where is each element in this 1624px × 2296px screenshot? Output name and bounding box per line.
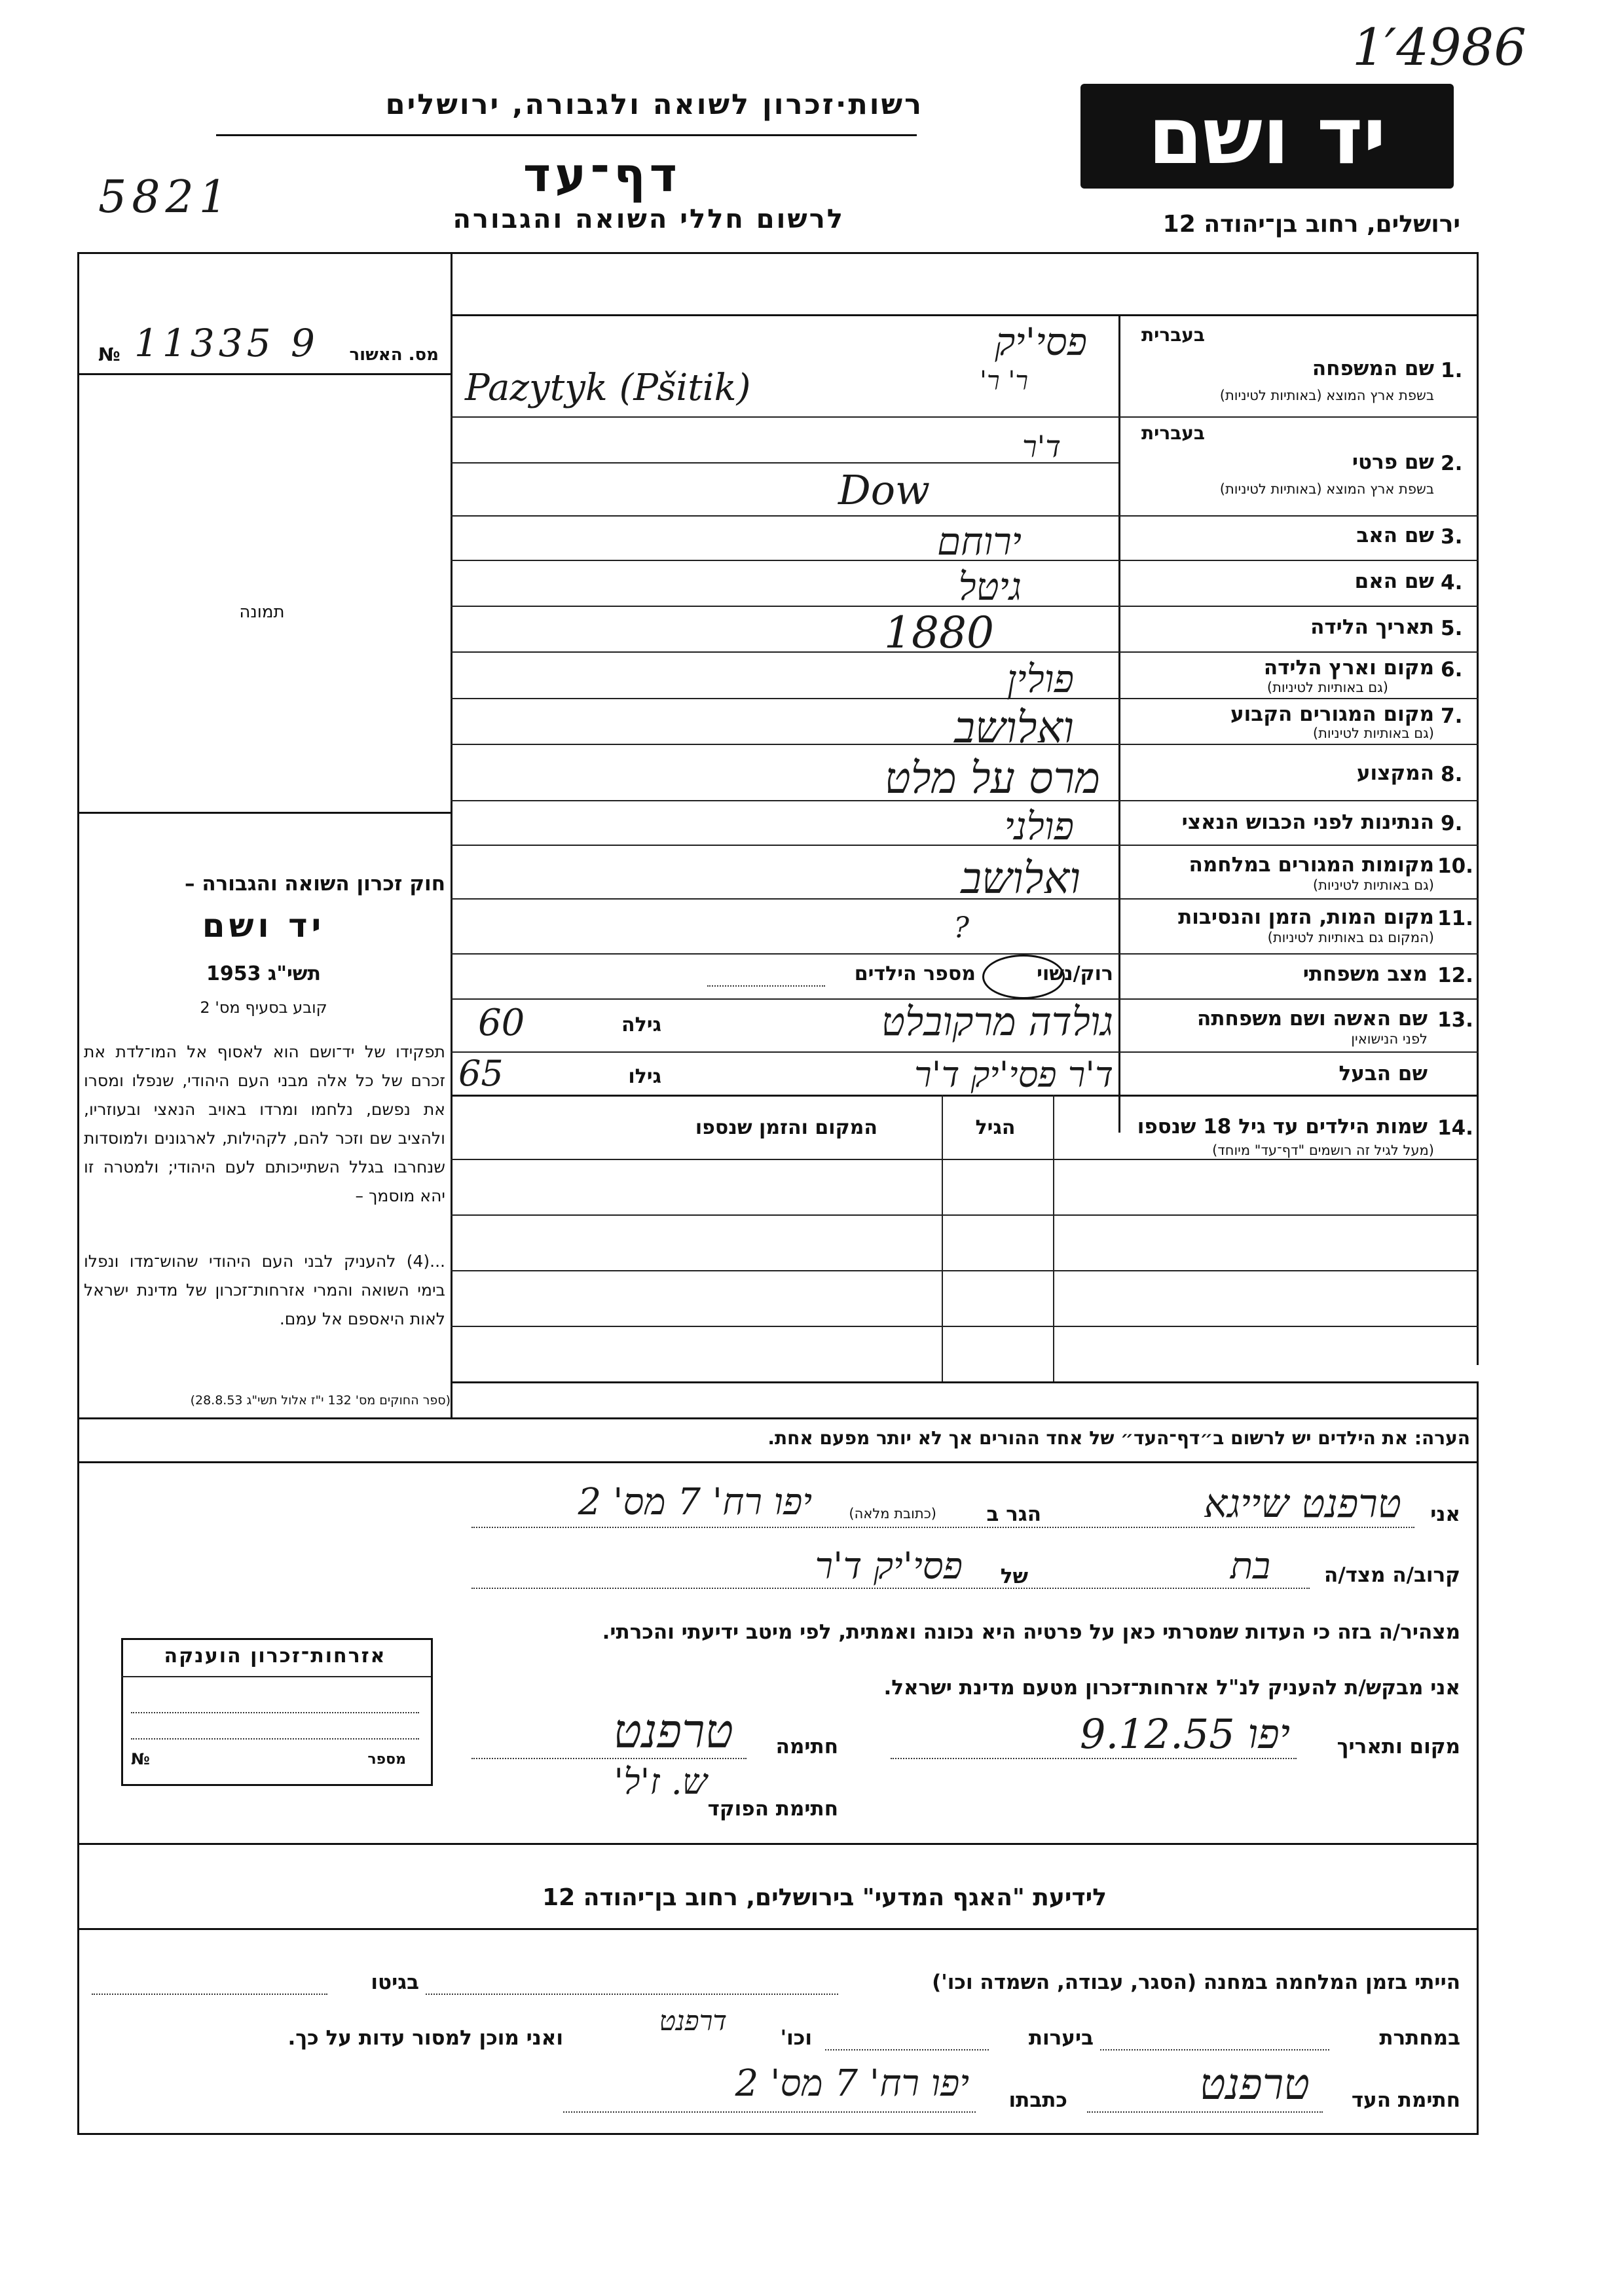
decl-of-value[interactable]: פסי'יק ד'ר	[815, 1545, 963, 1588]
row-line	[451, 1051, 1479, 1053]
sidebar-bottom-line	[77, 1417, 1479, 1419]
f1-value-hebrew[interactable]: פסי'יק	[995, 319, 1087, 364]
form-subtitle: לרשום חללי השואה והגבורה	[452, 204, 845, 234]
footer-underground-field[interactable]	[1100, 2049, 1329, 2050]
f5-label: תאריך הלידה	[1310, 615, 1434, 639]
decl-place-date[interactable]: יפו 9.12.55	[1080, 1710, 1290, 1758]
children-row-line	[451, 1214, 1479, 1216]
citizenship-line	[131, 1738, 419, 1740]
photo-label: תמונה	[239, 602, 285, 622]
f7-number: 7.	[1441, 704, 1463, 728]
citizenship-line	[131, 1712, 419, 1713]
decl-line-4	[471, 1758, 747, 1759]
handwritten-form-number: 5821	[98, 172, 233, 223]
outer-right-border-lower	[1477, 1381, 1479, 2134]
f13-age-label: גילה	[621, 1013, 661, 1036]
f8-number: 8.	[1441, 763, 1463, 786]
f9-number: 9.	[1441, 812, 1463, 835]
f1-label: שם המשפחה	[1312, 357, 1434, 380]
f1-number: 1.	[1441, 359, 1463, 382]
footer-etc-label: וכו'	[780, 2026, 812, 2050]
law-title: חוק זכרון השואה והגבורה –	[185, 872, 445, 896]
law-year: תשי"ג 1953	[206, 962, 322, 985]
f7-label: מקום המגורים הקבוע	[1230, 702, 1434, 726]
f11-value[interactable]: ?	[953, 911, 969, 945]
f1-hebrew-header: בעברית	[1141, 324, 1205, 346]
note: הערה: את הילדים יש לרשום ב״דף־העד״ של אחד ההורים אך לא יותר מפעם אחת.	[767, 1427, 1470, 1449]
f6-value[interactable]: פולין	[1006, 657, 1074, 701]
decl-signature[interactable]: טרפנט	[613, 1704, 733, 1758]
f11-sub: (המקום גם באותיות לטיניות)	[1267, 930, 1434, 945]
footer-address[interactable]: יפו רח' 7 מס' 2	[735, 2062, 969, 2105]
f13-value[interactable]: גולדה מרקובלט	[881, 999, 1113, 1045]
f2-number: 2.	[1441, 452, 1463, 475]
f10-number: 10.	[1437, 854, 1473, 878]
f6-sub: (גם באותיות לטיניות)	[1266, 680, 1388, 695]
law-section: קובע בסעיף מס' 2	[200, 998, 327, 1017]
f4-number: 4.	[1441, 571, 1463, 594]
f1-value-latin[interactable]: Pazytyk (Pšitik)	[465, 367, 751, 409]
f2-value-hebrew[interactable]: ד'ר	[1022, 429, 1061, 464]
children-col-line	[1053, 1095, 1054, 1383]
f5-value[interactable]: 1880	[884, 608, 994, 658]
decl-signature-label: חתימה	[775, 1735, 838, 1758]
yad-vashem-logo: יד ושם	[1080, 84, 1454, 189]
f12-status-circle	[982, 955, 1065, 999]
law-paragraph-2: ...(4) להעניק לבני העם היהודי שהוש־מדו ונפלו בימי השואה והמרי אזרחות־זכרון של מדינת ישראל לאות היאספם אל עמם.	[84, 1252, 445, 1328]
f14-label: שמות הילדים עד גיל 18 שנספו	[1137, 1115, 1428, 1139]
approval-number: 11335 9	[134, 321, 319, 365]
husband-age-label: גילו	[628, 1065, 661, 1088]
decl-address[interactable]: יפו רח' 7 מס' 2	[578, 1481, 812, 1523]
f10-sub: (גם באותיות לטיניות)	[1312, 877, 1434, 893]
f11-label: מקום המות, הזמן והנסיבות	[1178, 905, 1434, 929]
f4-value[interactable]: גיטל	[958, 564, 1022, 609]
law-paragraph-1: תפקידו של יד־ושם הוא לאסוף אל המו־לדת את זכרם של כל אלה מבני העם היהודי, שנפלו ומסרו את נפשם, נלחמו ומרדו באויב הנאצי ובעוזריו, ולהציב שם וזכר להם, לקהילות, לארגונים ולמוסדות שנחרבו בגלל השתייכותם לעם היהודי; ולמטרה זו יהא מוסמך –	[84, 1042, 445, 1205]
decl-of-label: של	[1000, 1565, 1028, 1588]
footer-ghetto-label: בגיטו	[371, 1971, 419, 1994]
row-line	[451, 416, 1479, 418]
children-col-line	[942, 1095, 943, 1383]
f2-value-latin[interactable]: Dow	[838, 466, 931, 514]
f9-value[interactable]: פולני	[1004, 804, 1074, 848]
f13-age[interactable]: 60	[478, 1002, 525, 1044]
f2-sub: בשפת ארץ המוצא (באותיות לטיניות)	[1219, 481, 1434, 497]
footer-forests-label: ביערות	[1028, 2026, 1094, 2050]
top-border	[77, 252, 1479, 254]
footer-address-label: כתבתו	[1008, 2088, 1067, 2112]
decl-address-hint: (כתובת מלאה)	[849, 1506, 936, 1522]
form-bottom-line	[77, 2133, 1479, 2135]
f11-number: 11.	[1437, 907, 1473, 930]
row-line	[451, 515, 1479, 517]
husband-label: שם הבעל	[1338, 1062, 1428, 1085]
husband-age[interactable]: 65	[458, 1053, 504, 1094]
f2-hebrew-header: בעברית	[1141, 422, 1205, 444]
declaration-bottom-line	[77, 1843, 1479, 1845]
children-row-line	[451, 1270, 1479, 1271]
f1-value-hebrew-note[interactable]: ר' ר'	[979, 366, 1028, 396]
f13-label: שם האשה ושם משפחתה	[1197, 1007, 1428, 1030]
archive-number: 1′4986	[1352, 18, 1526, 77]
citizenship-title-line	[121, 1676, 431, 1677]
f6-number: 6.	[1441, 658, 1463, 682]
decl-relative-label: קרוב/ה מצד/ה	[1324, 1563, 1460, 1587]
approval-row-line	[77, 373, 452, 375]
f3-number: 3.	[1441, 525, 1463, 549]
footer-address-line	[563, 2111, 976, 2113]
citizenship-no-sign: №	[131, 1750, 150, 1768]
sidebar-divider	[451, 252, 452, 1417]
outer-right-border	[1477, 252, 1479, 1365]
f3-value[interactable]: ירוחם	[936, 519, 1022, 564]
authority-title: רשות·זכרון לשואה ולגבורה, ירושלים	[385, 88, 923, 121]
footer-etc-value[interactable]: דרפנט	[659, 2005, 727, 2037]
address: ירושלים, רחוב בן־יהודה 12	[1162, 211, 1460, 238]
f8-label: המקצוע	[1356, 761, 1434, 785]
f10-value[interactable]: ואלושב	[961, 853, 1080, 903]
citizenship-title: אזרחות־זכרון הוענקה	[164, 1645, 386, 1667]
f13-sub: לפני הנישואין	[1351, 1031, 1428, 1047]
footer-title-line	[77, 1928, 1479, 1930]
row-line	[451, 953, 1479, 955]
approval-no-sign: №	[98, 344, 120, 365]
authority-underline	[216, 134, 917, 136]
footer-camp-field[interactable]	[426, 1994, 838, 1995]
f2-label: שם פרטי	[1352, 450, 1434, 474]
f14-sub: (מעל לגיל זה רושמים "דף־עד" מיוחד)	[1212, 1142, 1434, 1158]
outer-left-border	[77, 252, 79, 2134]
children-age-header: הגיל	[975, 1116, 1016, 1139]
footer-forests-field[interactable]	[825, 2049, 989, 2050]
decl-officer-label: חתימת הפוקד	[707, 1797, 838, 1821]
footer-witness-signature[interactable]: טרפנט	[1199, 2059, 1310, 2109]
f9-label: הנתינות לפני הכבוש הנאצי	[1181, 811, 1434, 834]
children-place-header: המקום והזמן שנספו	[695, 1116, 877, 1139]
decl-line-1	[471, 1527, 1414, 1528]
f13-number: 13.	[1437, 1008, 1473, 1032]
f1-sub: בשפת ארץ המוצא (באותיות לטיניות)	[1219, 388, 1434, 403]
decl-officer-signature[interactable]: ש. ז'ל'	[614, 1761, 707, 1802]
children-bottom-line	[451, 1381, 1479, 1383]
form-title: דף־עד	[523, 147, 681, 202]
f10-label: מקומות המגורים במלחמה	[1189, 853, 1434, 877]
decl-statement-1: מצהיר/ה בזה כי העדות שמסרתי כאן על פרטיה היא נכונה ואמתית, לפי מיטב ידיעתי והכרתי.	[602, 1620, 1460, 1644]
f14-number: 14.	[1437, 1116, 1473, 1140]
footer-sig-line	[1087, 2111, 1323, 2113]
declaration-top-line	[77, 1461, 1479, 1463]
label-column-divider	[1118, 314, 1120, 1133]
footer-willing-text: ואני מוכן למסור עדות על כך.	[287, 2026, 563, 2050]
f8-value[interactable]: מרס על מלט	[884, 753, 1100, 803]
f6-label: מקום וארץ הלידה	[1263, 656, 1434, 680]
f4-label: שם האם	[1354, 570, 1434, 593]
decl-statement-2: אני מבקש/ת להעניק לנ"ל אזרחות־זכרון מטעם מדינת ישראל.	[883, 1676, 1460, 1700]
f12-children-field[interactable]	[707, 985, 825, 987]
f12-children-label: מספר הילדים	[854, 962, 976, 985]
approval-label: מס. האשור	[349, 345, 439, 365]
f5-number: 5.	[1441, 617, 1463, 640]
header-row-line	[451, 314, 1479, 316]
footer-title: לידיעת "האגף המדעי" בירושלים, רחוב בן־יהודה 12	[542, 1884, 1107, 1911]
f12-number: 12.	[1437, 964, 1473, 987]
footer-underground-label: במחתרת	[1379, 2026, 1460, 2050]
f7-sub: (גם באותיות לטיניות)	[1312, 725, 1434, 741]
decl-place-date-label: מקום ותאריך	[1337, 1735, 1460, 1758]
decl-line-3	[891, 1758, 1297, 1759]
husband-value[interactable]: ד'ר פסי'יק ד'ר	[914, 1054, 1113, 1095]
f3-label: שם האב	[1356, 524, 1434, 547]
decl-relation[interactable]: בת	[1230, 1545, 1270, 1588]
children-row-line	[451, 1326, 1479, 1327]
f12-status-options: רוק/נשוי	[1037, 962, 1113, 985]
decl-resident-label: הגר ב	[986, 1503, 1041, 1526]
footer-camp-label: הייתי בזמן המלחמה במחנה (הסגר, עבודה, השמדה וכו')	[932, 1971, 1460, 1994]
footer-witness-sig-label: חתימת העד	[1351, 2088, 1460, 2112]
decl-line-2	[471, 1588, 1310, 1589]
decl-name[interactable]: טרפנט שייגא	[1204, 1481, 1401, 1527]
photo-bottom-line	[77, 812, 452, 814]
decl-i-label: אני	[1430, 1503, 1460, 1526]
citizenship-number-label: מספר	[367, 1751, 406, 1768]
footer-ghetto-field[interactable]	[92, 1994, 327, 1995]
law-gazette: (ספר החוקים מס' 132 י"ז אלול תשי"ג 28.8.53)	[190, 1393, 451, 1408]
law-name: יד ושם	[202, 907, 325, 945]
children-row-line	[451, 1159, 1479, 1160]
f12-label: מצב משפחתי	[1302, 962, 1428, 986]
f7-value[interactable]: ואלושב	[954, 702, 1074, 753]
